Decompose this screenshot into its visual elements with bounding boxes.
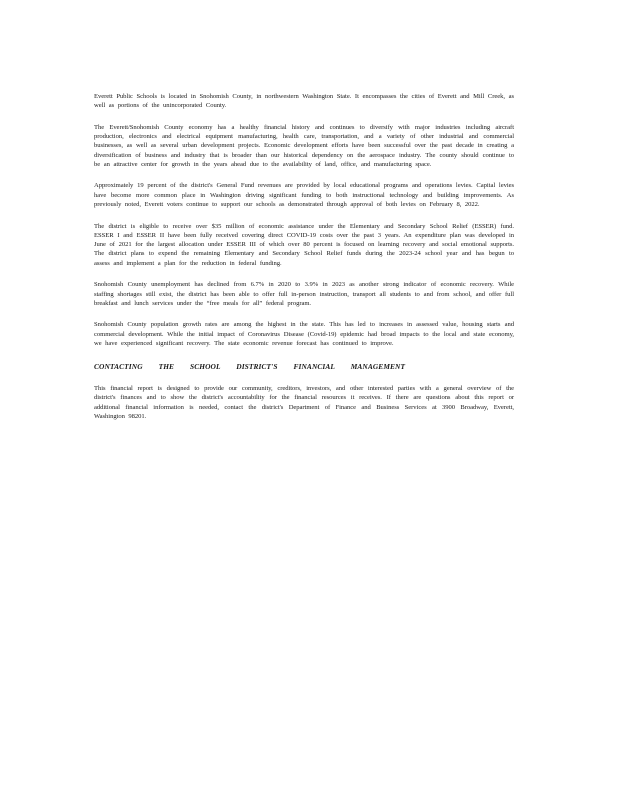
section-heading-contacting: CONTACTING THE SCHOOL DISTRICT'S FINANCIAL MANAGEMENT [94,362,406,372]
paragraph-esser-funding: The district is eligible to receive over $35 million of economic assistance under the Elementary and Secondary School Relief (ESSER) fund. ESSER I and ESSER II have been fully received covering direct COVID-19 costs over the past 3 years. An expenditure plan was developed in June of 2021 for the largest allocation under ESSER III of which over 80 percent is focused on learning recovery and social emotional supports. The district plans to expend the remaining Elementary and Secondary School Relief funds during the 2023-24 school year and has begun to assess and implement a plan for the reduction in federal funding. [94,222,514,267]
paragraph-contact: This financial report is designed to provide our community, creditors, investors, and other interested parties with a general overview of the district's finances and to show the district's accountability for the financial resources it receives. If there are questions about this report or additional financial information is needed, contact the district's Department of Finance and Business Services at 3900 Broadway, Everett, Washington 98201. [94,385,514,421]
paragraph-location: Everett Public Schools is located in Snohomish County, in northwestern Washington State. It encompasses the cities of Everett and Mill Creek, as well as portions of the unincorporated County. [94,93,514,110]
document-body [94,92,514,434]
paragraph-unemployment: Snohomish County unemployment has declined from 6.7% in 2020 to 3.9% in 2023 as another strong indicator of economic recovery. While staffing shortages still exist, the district has been able to offer full in-person instruction, transport all students to and from school, and offer full breakfast and lunch services under the “free meals for all” federal program. [94,281,514,307]
paragraph-population: Snohomish County population growth rates are among the highest in the state. This has led to increases in assessed value, housing starts and commercial development. While the initial impact of Coronavirus Disease (Covid-19) epidemic had broad impacts to the local and state economy, we have experienced significant recovery. The state economic revenue forecast has continued to improve. [94,321,514,347]
paragraph-economy: The Everett/Snohomish County economy has a healthy financial history and continues to diversify with major industries including aircraft production, electronics and electrical equipment manufacturing, health care, transportation, and a variety of other industrial and commercial businesses, as well as several urban development projects. Economic development efforts have been successful over the past decade in creating a diversification of business and industry that is broader than our historical dependency on the aerospace industry. The county should continue to be an attractive center for growth in the years ahead due to the availability of land, office, and manufacturing space. [94,123,514,168]
paragraph-levies: Approximately 19 percent of the district's General Fund revenues are provided by local educational programs and operations levies. Capital levies have become more common place in Washington driving significant funding to both instructional technology and building improvements. As previously noted, Everett voters continue to support our schools as demonstrated through approval of both levies on February 8, 2022. [94,182,514,209]
